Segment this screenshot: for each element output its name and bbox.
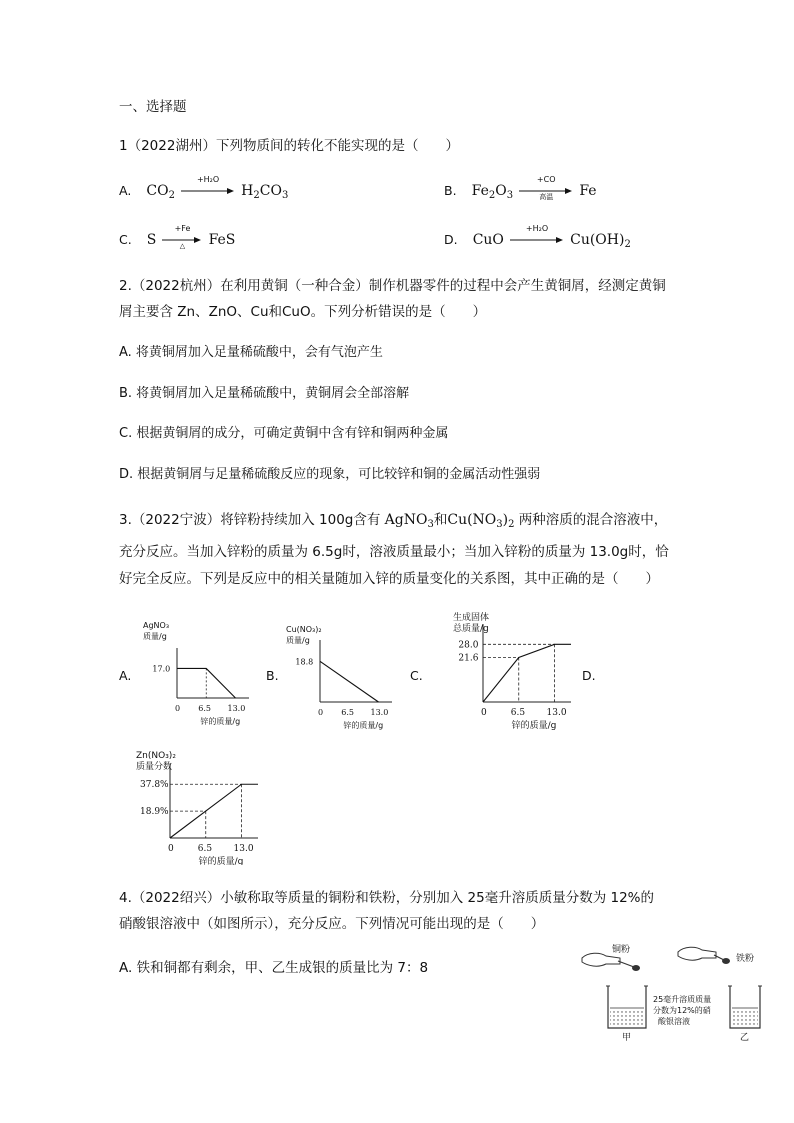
y-axis-label-line-2: 质量/g	[286, 636, 310, 645]
y-axis-label-line-1: Zn(NO₃)₂	[136, 751, 176, 761]
beaker-figure	[560, 942, 770, 1042]
reaction-condition-bottom: △	[179, 241, 186, 250]
question-3-stem-line-3: 好完全反应。下列是反应中的相关量随加入锌的质量变化的关系图，其中正确的是（ ）	[119, 571, 659, 587]
question-1-stem: 1（2022湖州）下列物质间的转化不能实现的是（ ）	[119, 138, 459, 154]
x-tick-label: 13.0	[370, 708, 389, 717]
x-tick-label: 6.5	[198, 704, 211, 713]
reactant: $CO_2$	[146, 183, 175, 201]
x-tick-label: 13.0	[233, 844, 254, 854]
y-axis-label-line-1: 生成固体	[453, 613, 490, 623]
y-tick-label: 17.0	[152, 664, 171, 674]
chart-option-a: A.	[119, 668, 132, 683]
option-letter: B.	[444, 183, 457, 198]
reactant: CuO	[472, 232, 504, 248]
reaction-condition: +CO	[536, 174, 556, 184]
x-tick-label: 6.5	[341, 708, 354, 717]
x-tick-label: 13.0	[227, 704, 246, 713]
x-tick-label: 13.0	[546, 708, 567, 718]
reactant: $Fe_2O_3$	[471, 183, 514, 201]
data-series-line	[170, 784, 258, 838]
question-2-stem-line-2: 屑主要含 Zn、ZnO、Cu和CuO。下列分析错误的是（ ）	[119, 304, 487, 320]
product: $Cu(OH)_2$	[570, 232, 631, 250]
q2-option-c: C. 根据黄铜屑的成分，可确定黄铜中含有锌和铜两种金属	[119, 426, 449, 441]
solution-description-line-3: 酸银溶液	[658, 1017, 690, 1026]
x-tick-label: 6.5	[510, 708, 526, 718]
reaction-arrow	[181, 174, 235, 198]
y-axis-label-line-2: 质量分数	[136, 762, 173, 772]
option-letter: A.	[119, 183, 132, 198]
option-letter: C.	[119, 232, 132, 247]
q2-option-d: D. 根据黄铜屑与足量稀硫酸反应的现象，可比较锌和铜的金属活动性强弱	[119, 467, 541, 482]
chart-b	[283, 624, 408, 730]
reaction-condition: +H₂O	[525, 223, 549, 233]
data-series-line	[320, 661, 379, 702]
question-2-stem-line-1: 2.（2022杭州）在利用黄铜（一种合金）制作机器零件的过程中会产生黄铜屑，经测定黄铜	[119, 278, 666, 294]
x-tick-label: 0	[481, 708, 487, 718]
reaction-arrow	[162, 223, 202, 250]
reaction-condition-bottom: 高温	[539, 192, 554, 201]
y-tick-label: 37.8%	[140, 780, 169, 791]
y-axis-label-line-2: 质量/g	[143, 632, 167, 641]
q1-option-a	[119, 174, 289, 201]
stem-text: 3.（2022宁波）将锌粉持续加入 100g含有	[119, 512, 381, 528]
x-tick-label: 6.5	[197, 844, 213, 854]
option-letter: D.	[444, 232, 458, 247]
q1-option-c	[119, 223, 236, 250]
y-axis-label-line-2: 总质量/g	[453, 624, 489, 634]
chart-a	[140, 620, 265, 730]
chart-option-d: D.	[582, 668, 596, 683]
formula-cuno32: $Cu(NO_3)_2$	[447, 512, 515, 530]
reaction-condition: +H₂O	[196, 174, 220, 184]
beaker-right	[728, 986, 762, 1028]
y-tick-label: 21.6	[458, 653, 479, 664]
y-tick-label: 18.9%	[140, 807, 169, 818]
question-3-stem-line-1	[119, 510, 667, 530]
product: Fe	[579, 183, 597, 199]
solution-description-line-1: 25毫升溶质质量	[653, 995, 712, 1004]
product: FeS	[208, 232, 236, 248]
left-hand-icon	[582, 953, 640, 971]
q2-option-a: A. 将黄铜屑加入足量稀硫酸中，会有气泡产生	[119, 345, 383, 360]
question-4-stem-line-2: 硝酸银溶液中（如图所示），充分反应。下列情况可能出现的是（ ）	[119, 916, 545, 932]
section-title: 一、选择题	[119, 99, 187, 115]
chart-option-c: C.	[410, 668, 423, 683]
x-tick-label: 0	[168, 844, 174, 854]
reaction-arrow	[510, 223, 564, 247]
solution-description-line-2: 分数为12%的硝	[653, 1006, 711, 1015]
beaker-label-yi: 乙	[740, 1033, 750, 1042]
y-tick-label: 28.0	[458, 640, 479, 651]
x-axis-label: 锌的质量/g	[198, 857, 244, 865]
label-cu-powder: 铜粉	[612, 945, 631, 955]
reactant: S	[146, 232, 157, 248]
y-axis-label-line-1: AgNO₃	[143, 621, 170, 630]
x-tick-label: 0	[175, 704, 181, 713]
y-axis-label-line-1: Cu(NO₃)₂	[286, 625, 322, 634]
product: $H_2CO_3$	[241, 183, 289, 201]
data-series-line	[483, 644, 571, 702]
x-axis-label: 锌的质量/g	[511, 721, 557, 731]
q2-option-b: B. 将黄铜屑加入足量稀硫酸中，黄铜屑会全部溶解	[119, 386, 410, 401]
chart-option-b: B.	[266, 668, 279, 683]
reaction-condition: +Fe	[174, 223, 191, 233]
chart-c	[425, 612, 580, 732]
question-3-stem-line-2: 充分反应。当加入锌粉的质量为 6.5g时，溶液质量最小；当加入锌粉的质量为 13.0g时，恰	[119, 544, 669, 560]
beaker-label-jia: 甲	[622, 1033, 632, 1042]
formula-agno3: AgNO$_3$	[384, 512, 434, 530]
reaction-arrow	[519, 174, 573, 201]
q1-option-d	[444, 223, 631, 250]
q4-option-a: A. 铁和铜都有剩余，甲、乙生成银的质量比为 7：8	[119, 960, 429, 976]
y-tick-label: 18.8	[295, 657, 314, 667]
x-tick-label: 0	[318, 708, 324, 717]
x-axis-label: 锌的质量/g	[343, 721, 384, 730]
stem-text: 两种溶质的混合溶液中，	[518, 512, 668, 528]
stem-text: 和	[433, 512, 448, 528]
label-fe-powder: 铁粉	[736, 954, 755, 964]
beaker-left	[606, 986, 648, 1028]
question-4-stem-line-1: 4.（2022绍兴）小敏称取等质量的铜粉和铁粉，分别加入 25毫升溶质质量分数为 12%的	[119, 890, 655, 906]
right-hand-icon	[678, 947, 730, 964]
q1-option-b	[444, 174, 597, 201]
x-axis-label: 锌的质量/g	[200, 717, 241, 726]
chart-d	[118, 750, 268, 865]
